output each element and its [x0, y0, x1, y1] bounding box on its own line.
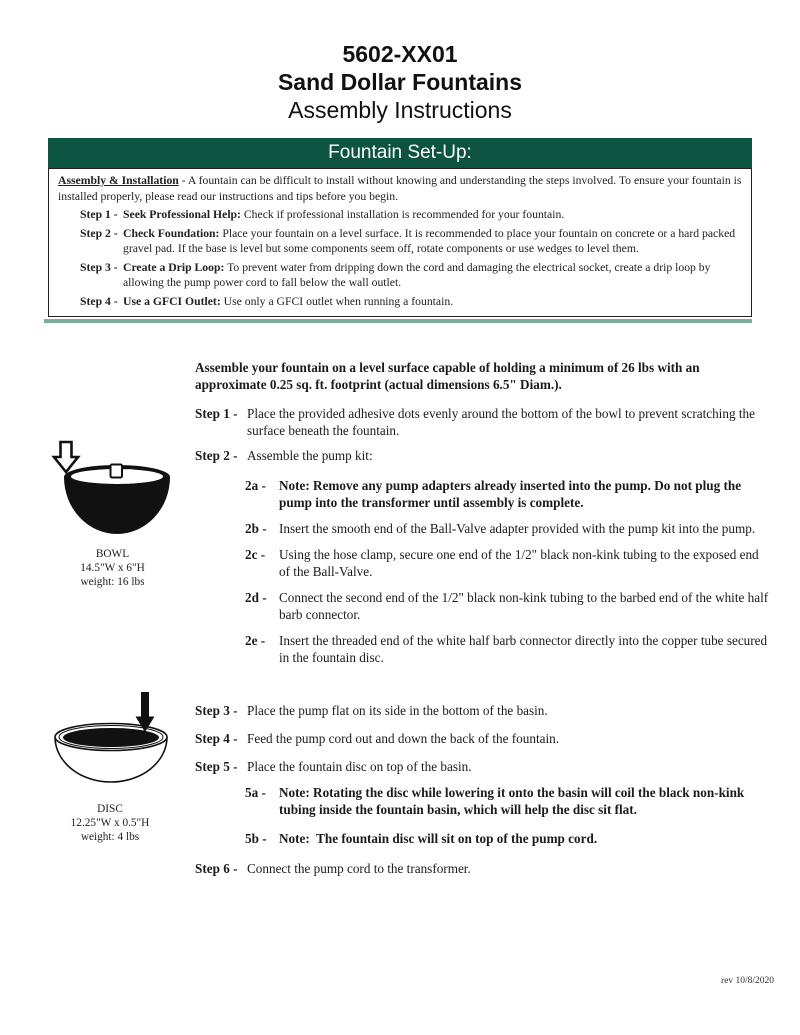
assembly-step-2a — [245, 477, 770, 511]
assembly-step-2e — [245, 632, 770, 666]
bowl-dimensions: 14.5"W x 6"H — [80, 562, 145, 574]
assembly-step-5a — [245, 784, 770, 818]
step-text: Note: Remove any pump adapters already inserted into the pump. Do not plug the pump into the transformer until assembly is complete. — [279, 477, 745, 510]
assembly-step-2d — [245, 589, 770, 623]
assembly-step-3 — [195, 702, 770, 719]
step-label: 5a - — [245, 784, 266, 800]
step-text: Place the provided adhesive dots evenly around the bottom of the bowl to prevent scratching the surface beneath the fountain. — [247, 405, 759, 438]
bowl-weight: weight: 16 lbs — [80, 576, 145, 588]
step-label: Step 1 - — [195, 405, 238, 421]
bowl-figure — [45, 438, 180, 589]
setup-step-text: Use only a GFCI outlet when running a fountain. — [223, 294, 454, 308]
step-text: Connect the pump cord to the transformer. — [247, 860, 471, 876]
step-label: Step 6 - — [195, 860, 238, 876]
setup-step-1 — [80, 207, 742, 223]
assembly-step-1 — [195, 405, 770, 439]
assembly-step-5b — [245, 830, 770, 847]
setup-step-title: Create a Drip Loop: — [123, 260, 225, 274]
step-text: Insert the threaded end of the white half barb connector directly into the copper tube secured in the fountain disc. — [279, 632, 771, 665]
assembly-step-2b — [245, 520, 770, 537]
assembly-step-5 — [195, 758, 770, 775]
assembly-intro: Assemble your fountain on a level surface capable of holding a minimum of 26 lbs with an approximate 0.25 sq. ft. footprint (actual dimensions 6.5" Diam.). — [195, 359, 700, 392]
setup-step-title: Seek Professional Help: — [123, 208, 241, 221]
setup-step-title: Use a GFCI Outlet: — [123, 294, 221, 308]
setup-step-text: Check if professional installation is recommended for your fountain. — [243, 208, 565, 221]
step-label: 2d - — [245, 589, 267, 605]
setup-intro-text: - A fountain can be difficult to install without knowing and understanding the steps involved. To ensure your fountain is installed properly, please read our instructions and tips before you begin. — [58, 174, 742, 203]
disc-dimensions: 12.25"W x 0.5"H — [70, 817, 150, 829]
assembly-step-6 — [195, 860, 770, 877]
revision-note: rev 10/8/2020 — [720, 976, 774, 986]
bowl-diagram — [45, 438, 180, 538]
disc-diagram — [40, 688, 180, 793]
product-name: Sand Dollar Fountains — [277, 69, 523, 95]
setup-step-label: Step 1 - — [80, 208, 118, 221]
fountain-setup-banner — [48, 138, 752, 168]
step-label: Step 3 - — [195, 702, 238, 718]
assembly-step-4 — [195, 730, 770, 747]
disc-caption — [40, 802, 180, 844]
setup-intro-heading: Assembly & Installation — [58, 174, 179, 187]
teal-divider — [44, 319, 752, 323]
assembly-step-2 — [195, 447, 770, 464]
banner-title: Fountain Set-Up: — [328, 142, 472, 163]
step-text: Note: Rotating the disc while lowering it onto the basin will coil the black non-kink tubing inside the fountain basin, which will help the disc sit flat. — [279, 784, 748, 817]
setup-step-text: To prevent water from dripping down the cord and damaging the electrical socket, create a drip loop by allowing the pump power cord to fall below the wall outlet. — [123, 260, 711, 289]
setup-step-label: Step 4 - — [80, 294, 118, 308]
setup-intro — [58, 173, 742, 204]
step-text: Using the hose clamp, secure one end of the 1/2" black non-kink tubing to the exposed end of the Ball-Valve. — [279, 546, 762, 579]
step-label: Step 5 - — [195, 758, 238, 774]
setup-step-title: Check Foundation: — [123, 226, 220, 240]
setup-step-text: Place your fountain on a level surface. It is recommended to place your fountain on concrete or a hard packed gravel pad. If the base is level but some components seem off, rotate components or use wedges to level them. — [123, 226, 736, 255]
disc-name: DISC — [97, 803, 123, 815]
step-text: Feed the pump cord out and down the back of the fountain. — [247, 730, 560, 746]
step-text: Note: The fountain disc will sit on top of the pump cord. — [279, 830, 598, 846]
setup-box — [48, 168, 752, 317]
setup-step-label: Step 2 - — [80, 226, 118, 240]
step-label: 5b - — [245, 830, 267, 846]
copper-tube-stub — [111, 465, 123, 478]
bowl-caption — [45, 547, 180, 589]
document-title: Assembly Instructions — [288, 97, 512, 123]
step-text: Place the fountain disc on top of the basin. — [247, 758, 472, 774]
setup-step-3 — [80, 260, 742, 291]
step-text: Connect the second end of the 1/2" black non-kink tubing to the barbed end of the white half barb connector. — [279, 589, 772, 622]
step-label: Step 4 - — [195, 730, 238, 746]
step-label: 2b - — [245, 520, 267, 536]
setup-step-2 — [80, 226, 742, 257]
document-header — [0, 0, 800, 124]
step-label: 2a - — [245, 477, 266, 493]
assembly-content — [195, 359, 770, 877]
model-number: 5602-XX01 — [342, 41, 458, 67]
down-arrow-icon — [54, 442, 78, 472]
disc-weight: weight: 4 lbs — [80, 831, 140, 843]
bowl-name: BOWL — [95, 548, 130, 560]
setup-step-4 — [80, 294, 742, 310]
setup-step-label: Step 3 - — [80, 260, 118, 274]
step-label: Step 2 - — [195, 447, 238, 463]
step-text: Insert the smooth end of the Ball-Valve adapter provided with the pump kit into the pump. — [279, 520, 756, 536]
assembly-step-2c — [245, 546, 770, 580]
step-text: Place the pump flat on its side in the bottom of the basin. — [247, 702, 548, 718]
step-label: 2e - — [245, 632, 266, 648]
disc-figure — [40, 688, 180, 844]
step-label: 2c - — [245, 546, 266, 562]
step-text: Assemble the pump kit: — [247, 447, 373, 463]
